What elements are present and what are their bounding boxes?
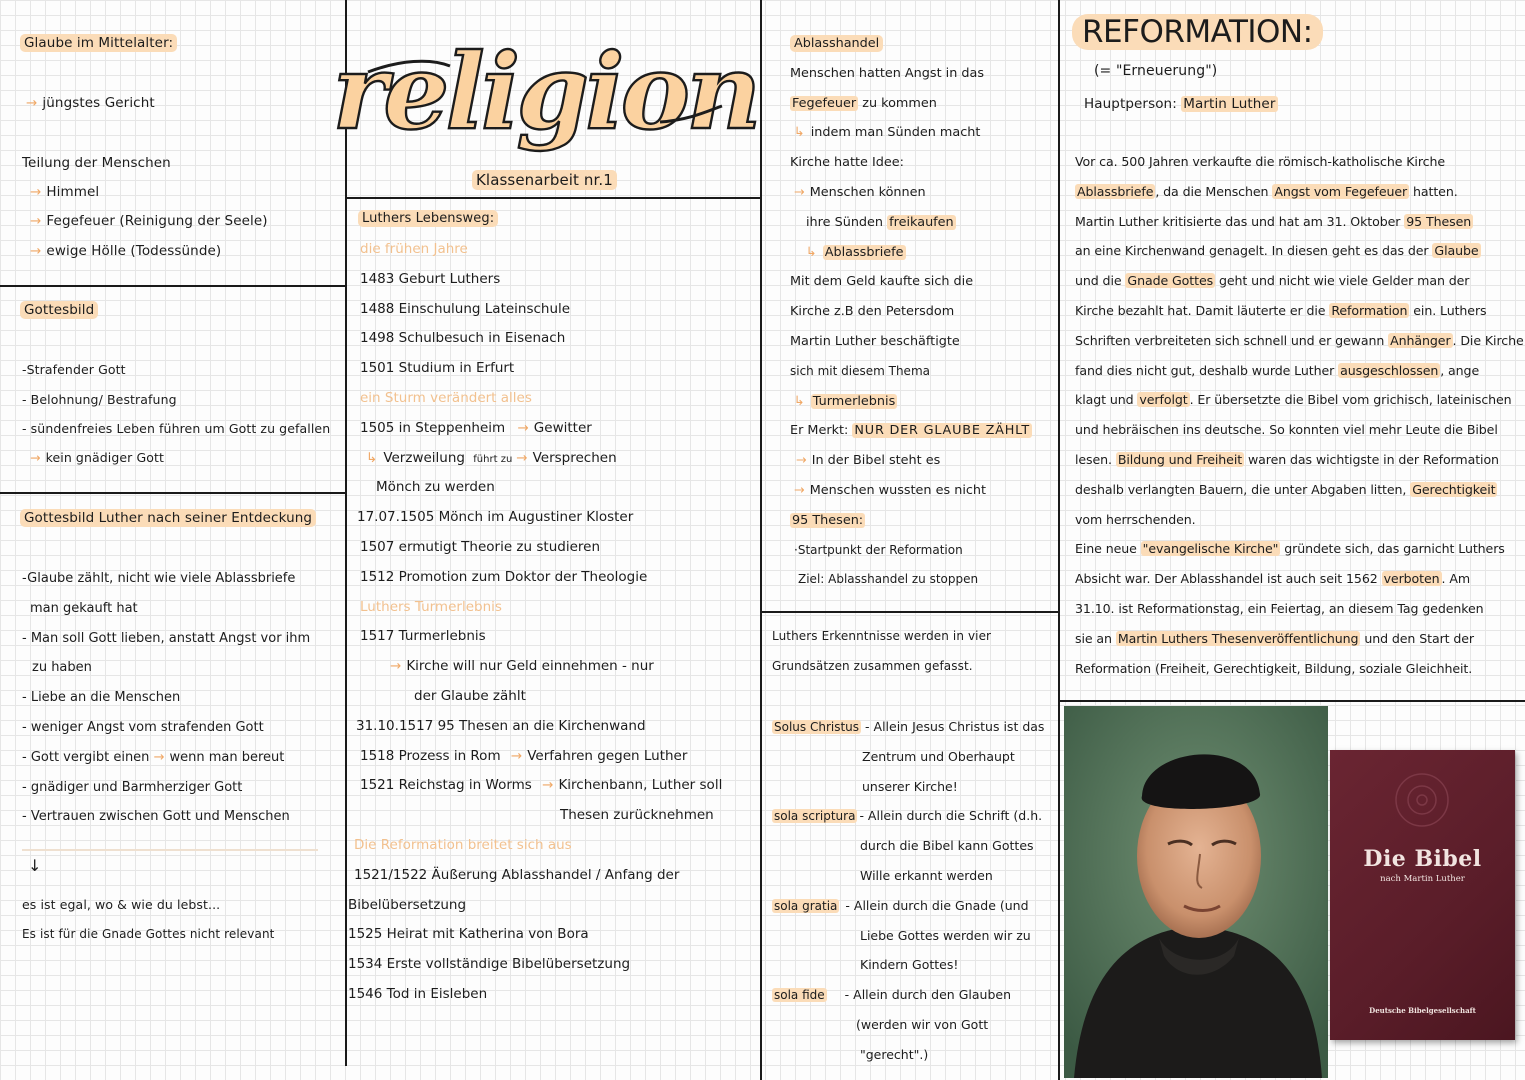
luther-portrait <box>1064 706 1328 1078</box>
timeline-entry: 1546 Tod in Eisleben <box>348 985 488 1002</box>
text-line: Martin Luther kritisierte das und hat am 31. Oktober 95 Thesen <box>1075 213 1472 229</box>
timeline-entry: Bibelübersetzung <box>348 896 467 913</box>
book-title: Die Bibel <box>1363 846 1482 872</box>
gottesbild-item: -Strafender Gott <box>22 362 126 377</box>
text-line: Absicht war. Der Ablasshandel ist auch seit 1562 verboten . Am <box>1075 571 1471 587</box>
text-line: deshalb verlangten Bauern, die unter Abgaben litten, Gerechtigkeit <box>1075 481 1496 497</box>
text-line: und hebräischen ins deutsche. So konnten viel mehr Leute die Bibel <box>1075 422 1498 438</box>
ablass-line: Fegefeuer zu kommen <box>792 95 937 111</box>
grundsaetze-intro: Luthers Erkenntnisse werden in vier <box>772 629 992 643</box>
down-arrow: ↓ <box>28 856 42 875</box>
grundsatz-row: Liebe Gottes werden wir zu <box>860 927 1031 943</box>
reformation-subtitle: (= "Erneuerung") <box>1094 63 1218 79</box>
timeline-entry: Mönch zu werden <box>376 479 495 496</box>
ablass-line: Ziel: Ablasshandel zu stoppen <box>798 572 979 587</box>
text-line: und die Gnade Gottes geht und nicht wie viele Gelder man der <box>1075 273 1470 289</box>
timeline-entry: → Kirche will nur Geld einnehmen - nur <box>390 658 654 675</box>
divider-col1 <box>345 0 347 1066</box>
text-line: vom herrschenden. <box>1075 511 1196 527</box>
ablass-line: → Menschen können <box>794 184 926 200</box>
luther-bild-item: -Glaube zählt, nicht wie viele Ablassbriefe <box>22 571 296 586</box>
grundsatz-row: sola gratia - Allein durch die Gnade (und <box>774 897 1029 913</box>
divider-col3 <box>1058 0 1060 1080</box>
ablass-line: Martin Luther beschäftigte <box>790 333 960 349</box>
ablass-line: ihre Sünden freikaufen <box>806 214 954 230</box>
grundsatz-row: Zentrum und Oberhaupt <box>862 748 1015 764</box>
ablass-line: Menschen hatten Angst in das <box>790 65 985 81</box>
glaube-item: Teilung der Menschen <box>22 155 171 171</box>
religion-logo <box>332 10 758 170</box>
grundsatz-row: durch die Bibel kann Gottes <box>860 838 1034 854</box>
timeline-entry: 1521/1522 Äußerung Ablasshandel / Anfang der <box>354 866 680 883</box>
divider-c3 <box>761 611 1059 613</box>
luther-bild-item: zu haben <box>32 660 92 676</box>
grundsatz-row: Solus Christus - Allein Jesus Christus ist das <box>774 719 1045 734</box>
ablass-line: Kirche hatte Idee: <box>790 155 904 171</box>
glaube-item: → ewige Hölle (Todessünde) <box>30 243 222 259</box>
glaube-title: Glaube im Mittelalter: <box>20 35 177 51</box>
ablass-line: sich mit diesem Thema <box>790 363 930 378</box>
grundsatz-row: sola scriptura - Allein durch die Schrift (d.h. <box>774 808 1043 824</box>
section-label: die frühen Jahre <box>360 241 468 257</box>
luther-bild-title: Gottesbild Luther nach seiner Entdeckung <box>20 510 316 526</box>
text-line: lesen. Bildung und Freiheit waren das wichtigste in der Reformation <box>1075 451 1499 467</box>
section-label: Luthers Turmerlebnis <box>360 598 502 615</box>
luther-bild-list <box>22 564 342 832</box>
divider-c2 <box>346 197 761 199</box>
timeline-entry: 17.07.1505 Mönch im Augustiner Kloster <box>357 509 634 526</box>
divider-col2 <box>760 0 762 1080</box>
luther-bild-item: - Man soll Gott lieben, anstatt Angst vor ihm <box>22 630 311 646</box>
book-publisher: Deutsche Bibelgesellschaft <box>1369 1006 1476 1015</box>
timeline-entry: 1521 Reichstag in Worms → Kirchenbann, Luther soll <box>360 777 723 794</box>
timeline-entry: 1534 Erste vollständige Bibelübersetzung <box>348 956 631 973</box>
divider-c1-a <box>0 285 346 287</box>
ablass-line: ↳ Ablassbriefe <box>806 244 904 260</box>
gottesbild-item: - sündenfreies Leben führen um Gott zu gefallen <box>22 421 331 436</box>
text-line: Schriften verbreiteten sich schnell und er gewann Anhänger . Die Kirche <box>1075 332 1524 348</box>
divider-c4 <box>1059 700 1525 702</box>
reformation-text <box>1075 147 1523 683</box>
text-line: an eine Kirchenwand genagelt. In diesen geht es das der Glaube <box>1075 243 1479 259</box>
grundsatz-row: (werden wir von Gott <box>856 1016 989 1032</box>
luther-bild-item: - Vertrauen zwischen Gott und Menschen <box>22 809 290 825</box>
glaube-item: → Himmel <box>30 184 100 200</box>
timeline-entry: 1525 Heirat mit Katherina von Bora <box>348 926 589 943</box>
luther-bild-item: man gekauft hat <box>30 600 138 616</box>
text-line: Eine neue "evangelische Kirche" gründete sich, das garnicht Luthers <box>1075 541 1505 557</box>
gottesbild-item: - Belohnung/ Bestrafung <box>22 392 177 407</box>
grundsatz-row: unserer Kirche! <box>862 778 958 794</box>
ablass-line: Mit dem Geld kaufte sich die <box>790 274 974 290</box>
text-line: Kirche bezahlt hat. Damit läuterte er die Reformation ein. Luthers <box>1075 302 1487 318</box>
grundsatz-row: "gerecht".) <box>860 1046 929 1062</box>
grundsatz-row: Kindern Gottes! <box>860 957 959 973</box>
conclusion-text: es ist egal, wo & wie du lebst... <box>22 897 221 912</box>
timeline-entry: 1517 Turmerlebnis <box>360 628 486 645</box>
lebensweg-title: Luthers Lebensweg: <box>358 211 498 226</box>
ablass-line: Er Merkt: NUR DER GLAUBE ZÄHLT <box>790 423 1030 439</box>
book-subtitle: nach Martin Luther <box>1380 874 1465 884</box>
text-line: Ablassbriefe , da die Menschen Angst vom Fegefeuer hatten. <box>1077 183 1458 199</box>
subtitle: Klassenarbeit nr.1 <box>472 171 617 189</box>
ablass-line: ·Startpunkt der Reformation <box>794 542 963 557</box>
section-label: ein Sturm verändert alles <box>360 389 532 406</box>
ablass-line: Kirche z.B den Petersdom <box>790 304 955 320</box>
timeline-entry: 1501 Studium in Erfurt <box>360 360 515 377</box>
ablass-line: → In der Bibel steht es <box>796 453 941 469</box>
conclusion-text: Es ist für die Gnade Gottes nicht relevant <box>22 927 275 941</box>
timeline-entry: 1483 Geburt Luthers <box>360 270 501 287</box>
luther-bild-item: - weniger Angst vom strafenden Gott <box>22 719 264 735</box>
rose-emblem-icon <box>1392 770 1452 830</box>
glaube-item: → jüngstes Gericht <box>26 95 155 111</box>
ablass-section <box>790 29 1055 595</box>
section-label: Die Reformation breitet sich aus <box>354 836 572 853</box>
text-line: 31.10. ist Reformationstag, ein Feiertag, an diesem Tag gedenken <box>1075 600 1484 616</box>
logo-text: religion <box>332 30 758 153</box>
timeline-entry: 1505 in Steppenheim → Gewitter <box>360 419 592 436</box>
grundsaetze-list <box>772 712 1056 1070</box>
text-line: fand dies nicht gut, deshalb wurde Luther ausgeschlossen , ange <box>1075 362 1480 378</box>
grundsatz-row: sola fide - Allein durch den Glauben <box>774 987 1011 1003</box>
luther-bild-item: - Gott vergibt einen → wenn man bereut <box>22 749 285 765</box>
timeline-entry: 1518 Prozess in Rom → Verfahren gegen Luther <box>360 747 688 764</box>
gottesbild-item: → kein gnädiger Gott <box>30 450 165 465</box>
pencil-line <box>22 849 318 851</box>
ablass-line: ↳ Turmerlebnis <box>794 393 896 409</box>
text-line: Reformation (Freiheit, Gerechtigkeit, Bildung, soziale Gleichheit. <box>1075 660 1473 676</box>
timeline-entry: 31.10.1517 95 Thesen an die Kirchenwand <box>356 717 646 734</box>
gottesbild-title: Gottesbild <box>20 302 98 318</box>
hauptperson: Hauptperson: Martin Luther <box>1084 96 1276 112</box>
reformation-title: REFORMATION: <box>1072 14 1323 50</box>
ablass-line: 95 Thesen: <box>792 512 864 528</box>
timeline-entry: der Glaube zählt <box>414 687 526 704</box>
timeline-entry: 1488 Einschulung Lateinschule <box>360 300 571 317</box>
timeline-entry: Thesen zurücknehmen <box>560 807 714 824</box>
text-line: sie an Martin Luthers Thesenveröffentlichung und den Start der <box>1075 630 1475 646</box>
ablass-line: → Menschen wussten es nicht <box>794 482 987 498</box>
ablass-line: ↳ indem man Sünden macht <box>794 125 981 141</box>
divider-c1-b <box>0 492 346 494</box>
ablass-title: Ablasshandel <box>790 29 1055 59</box>
luther-bild-item: - gnädiger und Barmherziger Gott <box>22 779 243 795</box>
lebensweg-list <box>348 235 755 1010</box>
luther-bild-item: - Liebe an die Menschen <box>22 690 181 706</box>
timeline-entry: 1512 Promotion zum Doktor der Theologie <box>360 568 648 585</box>
timeline-entry: ↳ Verzweilung führt zu → Versprechen <box>366 449 617 466</box>
timeline-entry: 1498 Schulbesuch in Eisenach <box>360 330 566 347</box>
glaube-item: → Fegefeuer (Reinigung der Seele) <box>30 213 268 229</box>
text-line: Vor ca. 500 Jahren verkaufte die römisch-katholische Kirche <box>1075 154 1445 169</box>
grundsatz-row: Wille erkannt werden <box>860 867 993 883</box>
bible-book <box>1330 750 1515 1040</box>
grundsaetze-intro: Grundsätzen zusammen gefasst. <box>772 659 973 673</box>
timeline-entry: 1507 ermutigt Theorie zu studieren <box>360 538 600 555</box>
text-line: klagt und verfolgt . Er übersetzte die Bibel vom grichisch, lateinischen <box>1075 392 1512 408</box>
